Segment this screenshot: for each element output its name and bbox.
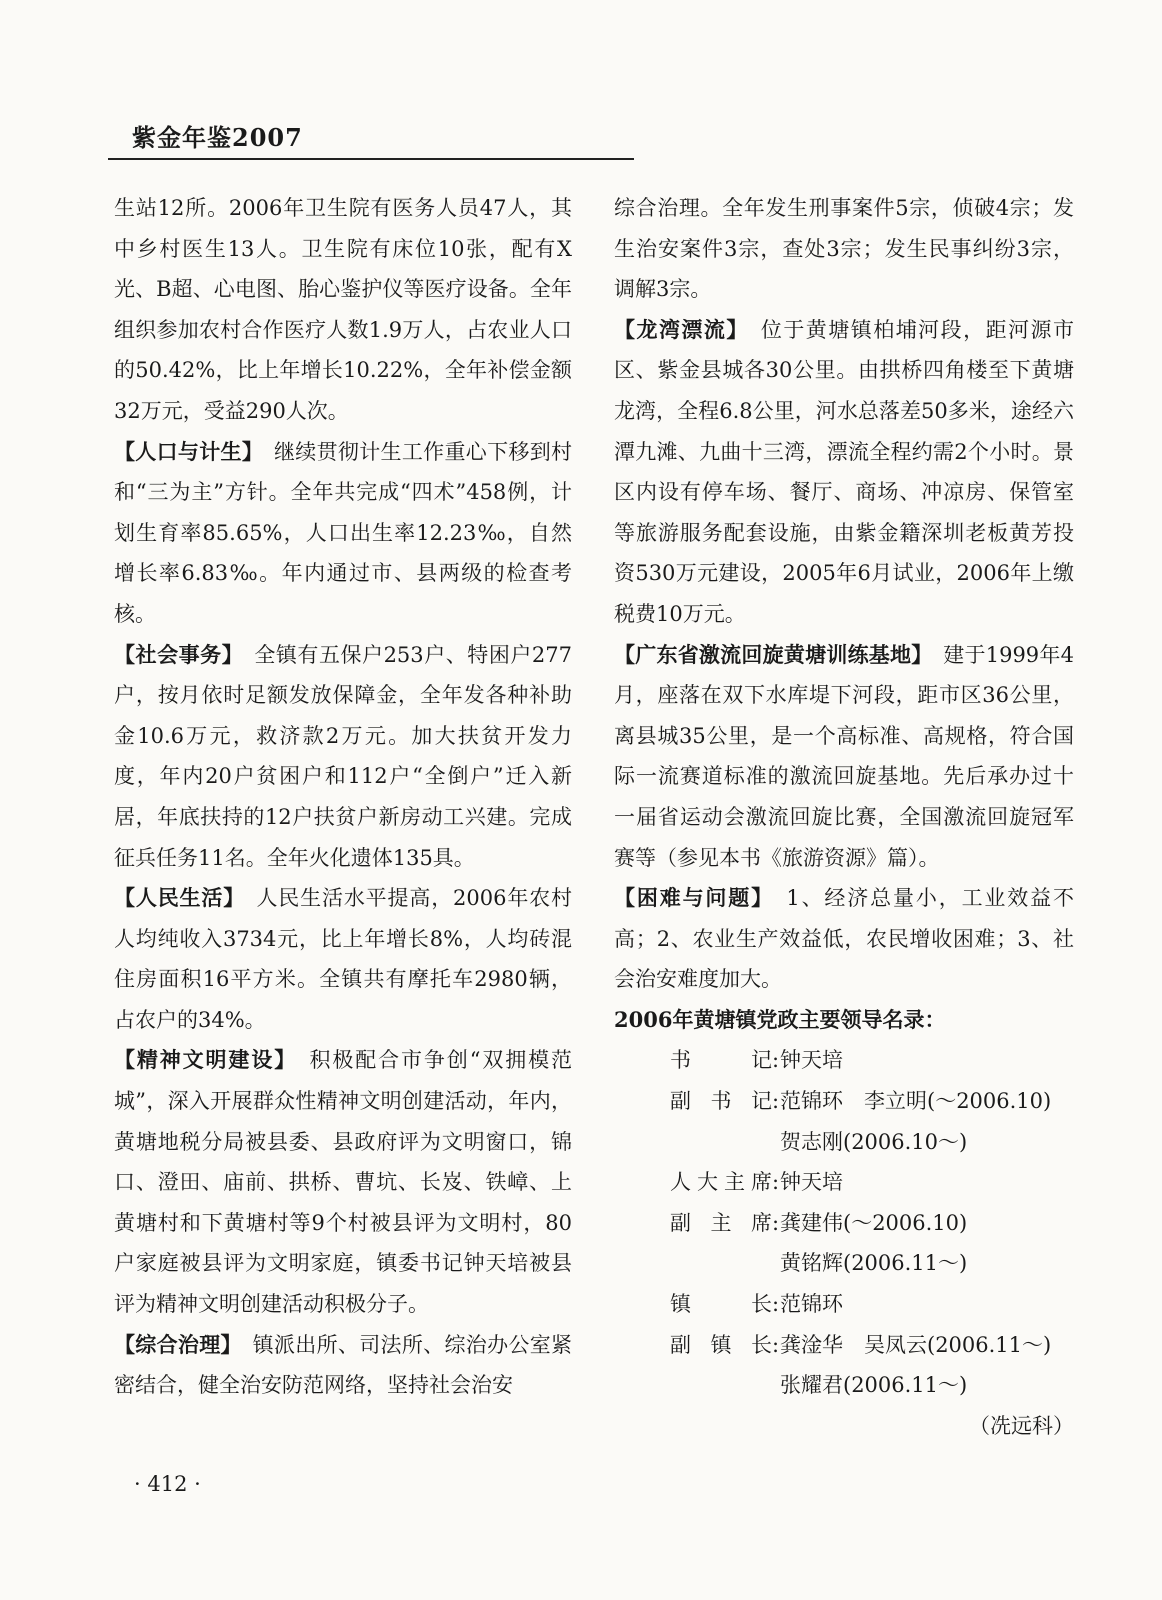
leader-names-continued: 张耀君(2006.11～): [780, 1373, 968, 1398]
section-text: 全镇有五保户253户、特困户277户，按月依时足额发放保障金，全年发各种补助金10.6万元，救济款2万元。加大扶贫开发力度，年内20户贫困户和112户“全倒户”迁入新居，年底扶持的12户扶贫户新房动工兴建。完成征兵任务11名。全年火化遗体135具。: [114, 642, 572, 870]
author-credit: （冼远科）: [969, 1413, 1074, 1438]
leader-role: 副主席: [670, 1210, 772, 1235]
leader-row: 人大主席 : 钟天培: [614, 1162, 1074, 1203]
leader-names-continued: 黄铭辉(2006.11～): [780, 1251, 968, 1276]
leader-role: 人大主席: [670, 1170, 772, 1195]
leader-row: 副书记 : 范锦环 李立明(～2006.10): [614, 1081, 1074, 1122]
section-title: 【社会事务】: [114, 641, 233, 667]
leaders-heading: 2006年黄塘镇党政主要领导名录：: [614, 1006, 946, 1032]
section-title: 【人口与计生】: [114, 438, 253, 464]
section-title: 【综合治理】: [114, 1331, 232, 1357]
header-rule: [108, 158, 634, 160]
section-living: [114, 878, 572, 1040]
section-longwan-rafting: [614, 310, 1074, 635]
section-title: 【人民生活】: [114, 885, 235, 911]
leader-role: 镇长: [670, 1292, 772, 1317]
running-header-title: 紫金年鉴2007: [132, 123, 303, 152]
section-population: [114, 432, 572, 635]
section-governance: [114, 1325, 572, 1406]
leader-row: 镇长 : 范锦环: [614, 1284, 1074, 1325]
leader-names: 龚建伟(～2006.10): [780, 1210, 968, 1235]
section-difficulties: [614, 878, 1074, 1000]
section-civilization: [114, 1040, 572, 1324]
leader-role: 书记: [670, 1048, 772, 1073]
page-number: · 412 ·: [134, 1472, 201, 1496]
leader-names: 钟天培: [780, 1170, 843, 1195]
right-column: [614, 188, 1074, 1446]
leader-names: 范锦环 李立明(～2006.10): [780, 1089, 1052, 1114]
leader-row: 副镇长 : 龚淦华 吴凤云(2006.11～): [614, 1325, 1074, 1366]
section-social-affairs: [114, 635, 572, 879]
leader-names: 范锦环: [780, 1292, 843, 1317]
section-title: 【困难与问题】: [614, 885, 764, 911]
leader-names-continued: 贺志刚(2006.10～): [780, 1129, 968, 1154]
section-text: 继续贯彻计生工作重心下移到村和“三为主”方针。全年共完成“四术”458例，计划生育率85.65%，人口出生率12.23‰，自然增长率6.83‰。年内通过市、县两级的检查考核。: [114, 439, 573, 626]
section-text: 镇派出所、司法所、综治办公室紧密结合，健全治安防范网络，坚持社会治安: [114, 1332, 573, 1398]
section-title: 【广东省激流回旋黄塘训练基地】: [614, 641, 923, 667]
left-intro-paragraph: 生站12所。2006年卫生院有医务人员47人，其中乡村医生13人。卫生院有床位10张，配有X光、B超、心电图、胎心鉴护仪等医疗设备。全年组织参加农村合作医疗人数1.9万人，占农业人口的50.42%，比上年增长10.22%，全年补偿金额32万元，受益290人次。: [114, 196, 572, 423]
leader-names: 龚淦华 吴凤云(2006.11～): [780, 1332, 1052, 1357]
leader-row: 书记 : 钟天培: [614, 1040, 1074, 1081]
leader-row: 副主席 : 龚建伟(～2006.10): [614, 1203, 1074, 1244]
right-continuation-paragraph: 综合治理。全年发生刑事案件5宗，侦破4宗；发生治安案件3宗，查处3宗；发生民事纠纷3宗，调解3宗。: [614, 196, 1074, 302]
leader-role: 副书记: [670, 1089, 772, 1114]
section-title: 【精神文明建设】: [114, 1047, 287, 1073]
section-text: 1、经济总量小，工业效益不高；2、农业生产效益低，农民增收困难；3、社会治安难度加大。: [614, 886, 1074, 992]
left-column: [114, 188, 572, 1406]
leader-names: 钟天培: [780, 1048, 843, 1073]
leader-role: 副镇长: [670, 1332, 772, 1357]
section-text: 积极配合市争创“双拥模范城”，深入开展群众性精神文明创建活动，年内，黄塘地税分局被县委、县政府评为文明窗口，锦口、澄田、庙前、拱桥、曹坑、长岌、铁嶂、上黄塘村和下黄塘村等9个村被县评为文明村，80户家庭被县评为文明家庭，镇委书记钟天培被县评为精神文明创建活动积极分子。: [114, 1048, 572, 1317]
section-training-base: [614, 635, 1074, 879]
section-text: 建于1999年4月，座落在双下水库堤下河段，距市区36公里，离县城35公里，是一个高标准、高规格，符合国际一流赛道标准的激流回旋基地。先后承办过十一届省运动会激流回旋比赛，全国激流回旋冠军赛等（参见本书《旅游资源》篇）。: [614, 642, 1074, 870]
section-text: 位于黄塘镇柏埔河段，距河源市区、紫金县城各30公里。由拱桥四角楼至下黄塘龙湾，全程6.8公里，河水总落差50多米，途经六潭九滩、九曲十三湾，漂流全程约需2个小时。景区内设有停车场、餐厅、商场、冲凉房、保管室等旅游服务配套设施，由紫金籍深圳老板黄芳投资530万元建设，2005年6月试业，2006年上缴税费10万元。: [614, 317, 1075, 626]
section-title: 【龙湾漂流】: [614, 316, 739, 342]
section-text: 人民生活水平提高，2006年农村人均纯收入3734元，比上年增长8%，人均砖混住房面积16平方米。全镇共有摩托车2980辆，占农户的34%。: [114, 886, 573, 1032]
